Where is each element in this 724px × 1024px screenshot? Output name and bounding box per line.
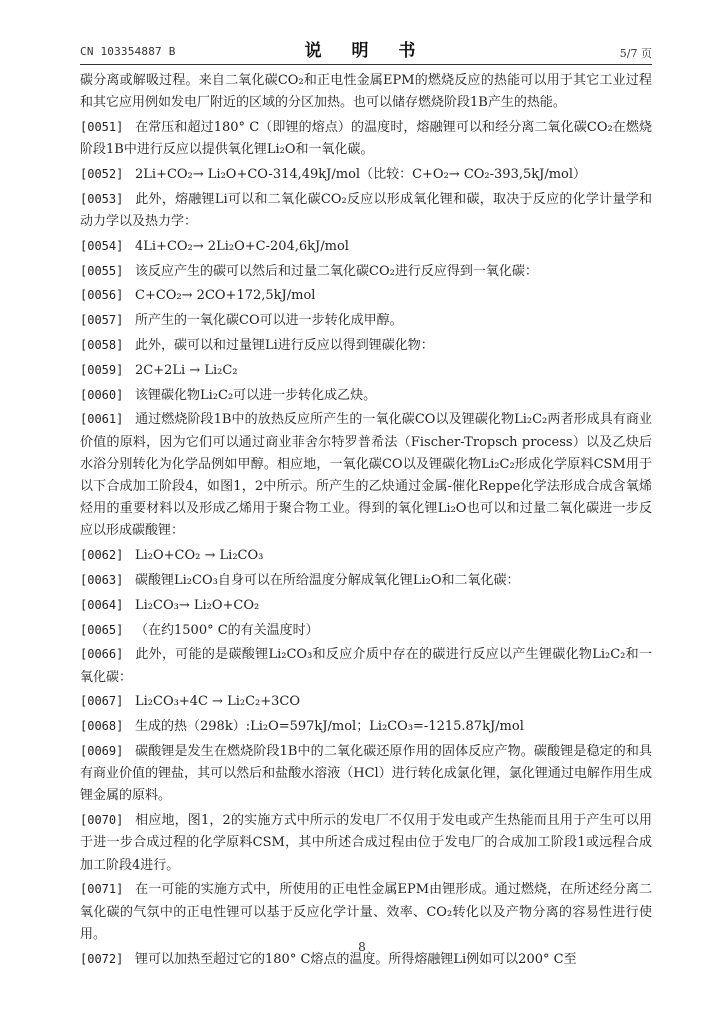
paragraph [80, 235, 652, 258]
paragraph-number: [0071] [80, 882, 124, 897]
paragraph-number: [0059] [80, 362, 124, 377]
paragraph-number: [0061] [80, 412, 124, 427]
paragraph [80, 740, 652, 808]
paragraph-text: 该锂碳化物Li₂C₂可以进一步转化成乙炔。 [135, 387, 377, 403]
paragraph-text: Li₂CO₃→ Li₂O+CO₂ [135, 597, 260, 613]
paragraph-text: C+CO₂→ 2CO+172,5kJ/mol [135, 288, 316, 304]
paragraph [80, 715, 652, 738]
paragraph-number: [0056] [80, 288, 124, 303]
paragraph-number: [0063] [80, 572, 124, 587]
paragraph [80, 163, 652, 186]
paragraph-number: [0069] [80, 743, 124, 758]
paragraph-text: 生成的热（298k）:Li₂O=597kJ/mol；Li₂CO₃=-1215.87kJ/mol [135, 719, 524, 735]
paragraph-number: [0052] [80, 167, 124, 181]
paragraph [80, 188, 652, 233]
page-number: 8 [358, 940, 366, 954]
paragraph-text: 此外，可能的是碳酸锂Li₂CO₃和反应介质中存在的碳进行反应以产生锂碳化物Li₂C₂和一氧化碳： [80, 647, 652, 685]
paragraph-number: [0057] [80, 313, 124, 328]
paragraph-number: [0070] [80, 813, 124, 828]
paragraph-number: [0067] [80, 694, 124, 709]
header-rule [80, 64, 652, 65]
paragraph [80, 690, 652, 713]
paragraph [80, 569, 652, 592]
page-header [80, 36, 652, 66]
paragraph-number: [0066] [80, 647, 124, 662]
paragraph-number: [0055] [80, 263, 124, 278]
paragraph [80, 334, 652, 357]
paragraph [80, 70, 652, 114]
paragraph-text: 2Li+CO₂→ Li₂O+CO-314,49kJ/mol（比较：C+O₂→ CO₂-393,5kJ/mol） [135, 167, 587, 182]
paragraph-number: [0051] [80, 120, 124, 134]
paragraph [80, 594, 652, 617]
paragraph [80, 384, 652, 407]
paragraph [80, 359, 652, 382]
paragraph-number: [0062] [80, 548, 124, 563]
paragraph [80, 309, 652, 332]
paragraph-text: 相应地，图1，2的实施方式中所示的发电厂不仅用于发电或产生热能而且用于产生可以用于进一步合成过程的化学原料CSM，其中所述合成过程由位于发电厂的合成加工阶段1或远程合成加工阶段4进行。 [80, 813, 652, 873]
paragraph [80, 544, 652, 567]
paragraph-number: [0064] [80, 597, 124, 612]
paragraph-text: Li₂CO₃+4C → Li₂C₂+3CO [135, 694, 301, 710]
paragraph-text: 此外，碳可以和过量锂Li进行反应以得到锂碳化物： [135, 337, 434, 353]
paragraph [80, 260, 652, 283]
paragraph-number: [0068] [80, 719, 124, 734]
paragraph-text: 在常压和超过180° C（即锂的熔点）的温度时，熔融锂可以和经分离二氧化碳CO₂在燃烧阶段1B中进行反应以提供氧化锂Li₂O和一氧化碳。 [80, 120, 652, 158]
patent-number: CN 103354887 B [80, 45, 176, 58]
paragraph [80, 809, 652, 877]
paragraph [80, 408, 652, 542]
paragraph [80, 284, 652, 307]
paragraph-text: Li₂O+CO₂ → Li₂CO₃ [135, 548, 264, 564]
paragraph-number: [0072] [80, 951, 124, 966]
paragraph-number: [0054] [80, 238, 124, 253]
paragraph-text: 在一可能的实施方式中，所使用的正电性金属EPM由锂形成。通过燃烧，在所述经分离二氧化碳的气氛中的正电性锂可以基于反应化学计量、效率、CO₂转化以及产物分离的容易性进行使用。 [80, 882, 652, 942]
paragraph-text: 该反应产生的碳可以然后和过量二氧化碳CO₂进行反应得到一氧化碳： [135, 263, 538, 279]
paragraph-number: [0053] [80, 191, 124, 206]
paragraph-text: （在约1500° C的有关温度时） [135, 622, 319, 638]
paragraph-text: 所产生的一氧化碳CO可以进一步转化成甲醇。 [135, 313, 403, 329]
paragraph-number: [0060] [80, 387, 124, 402]
paragraph-text: 通过燃烧阶段1B中的放热反应所产生的一氧化碳CO以及锂碳化物Li₂C₂两者形成具有商业价值的原料，因为它们可以通过商业菲舍尔特罗普希法（Fischer-Tropsch process）以及乙炔后水浴分别转化为化学品例如甲醇。相应地，一氧化碳CO以及锂碳化物Li₂C₂形成化学原料CSM用于以下合成加工阶段4，如图1，2中所示。所产生的乙炔通过金属-催化Reppe化学法形成合成含氧烯烃用的重要材料以及形成乙烯用于聚合物工业。得到的氧化锂Li₂O也可以和过量二氧化碳进一步反应以形成碳酸锂： [80, 412, 652, 539]
page-of-total: 5/7 页 [619, 47, 652, 60]
paragraph-text: 碳酸锂Li₂CO₃自身可以在所给温度分解成氧化锂Li₂O和二氧化碳： [135, 572, 520, 588]
paragraph-number: [0065] [80, 622, 124, 637]
paragraph-text: 碳分离或解吸过程。来自二氧化碳CO₂和正电性金属EPM的燃烧反应的热能可以用于其它工业过程和其它应用例如发电厂附近的区域的分区加热。也可以储存燃烧阶段1B产生的热能。 [80, 73, 652, 111]
paragraph-text: 此外，熔融锂Li可以和二氧化碳CO₂反应以形成氧化锂和碳，取决于反应的化学计量学和动力学以及热力学： [80, 191, 652, 229]
paragraph-text: 碳酸锂是发生在燃烧阶段1B中的二氧化碳还原作用的固体反应产物。碳酸锂是稳定的和具有商业价值的锂盐，其可以然后和盐酸水溶液（HCl）进行转化成氯化锂，氯化锂通过电解作用生成锂金属的原料。 [80, 743, 652, 804]
paragraph-text: 4Li+CO₂→ 2Li₂O+C-204,6kJ/mol [135, 238, 349, 254]
document-type-title: 说 明 书 [304, 41, 428, 61]
paragraph-number: [0058] [80, 337, 124, 352]
paragraph [80, 643, 652, 688]
paragraph-text: 锂可以加热至超过它的180° C熔点的温度。所得熔融锂Li例如可以200° C至 [135, 951, 577, 967]
paragraph [80, 619, 652, 642]
paragraph-text: 2C+2Li → Li₂C₂ [135, 362, 238, 378]
paragraph [80, 116, 652, 161]
document-body [80, 70, 652, 972]
paragraph [80, 878, 652, 946]
